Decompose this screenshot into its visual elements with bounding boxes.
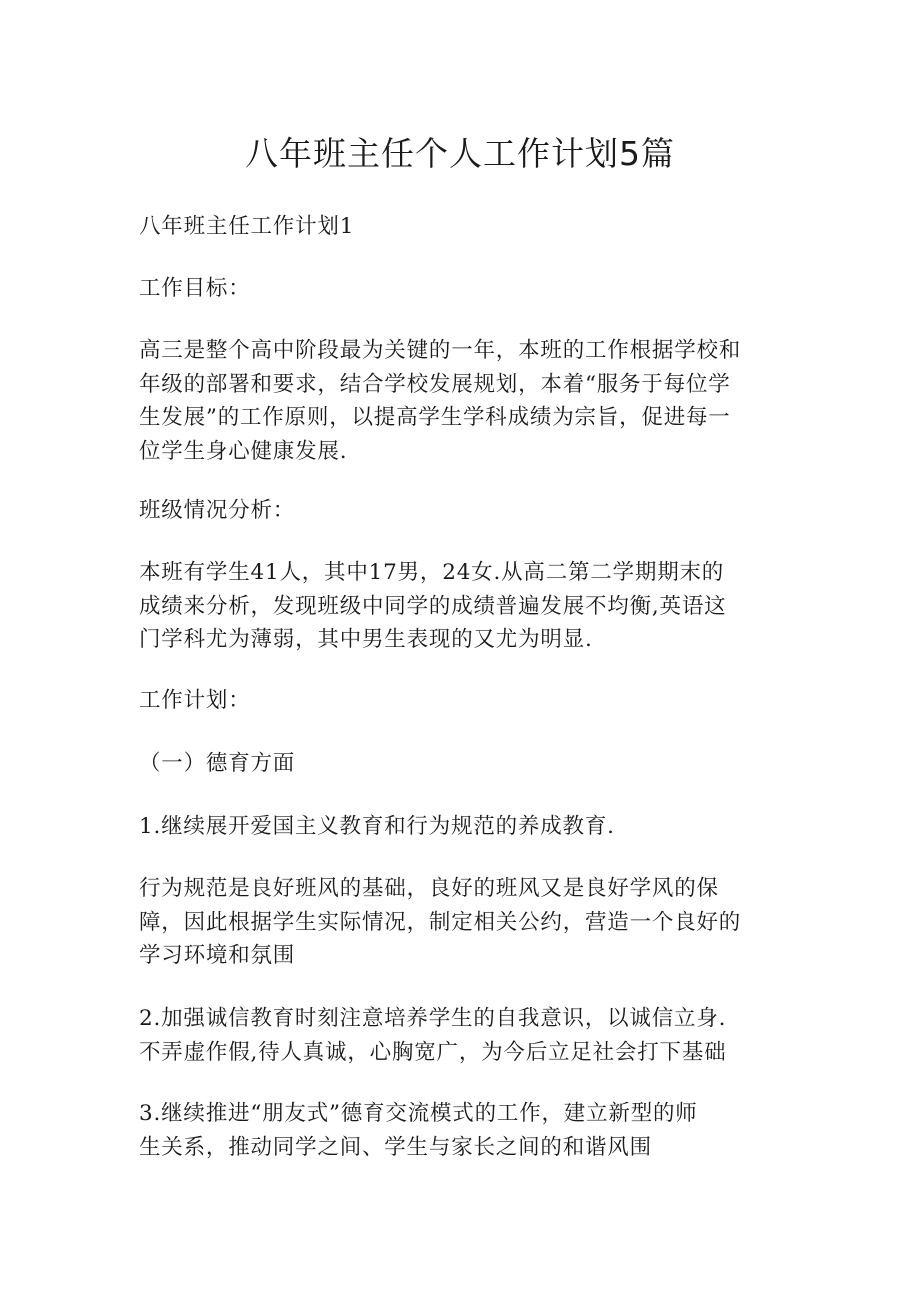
goal-line: 高三是整个高中阶段最为关键的一年，本班的工作根据学校和 bbox=[139, 338, 742, 363]
item2-line: 不弄虚作假,待人真诚，心胸宽广，为今后立足社会打下基础 bbox=[139, 1039, 727, 1065]
goal-line: 年级的部署和要求，结合学校发展规划，本着“服务于每位学 bbox=[139, 371, 731, 397]
goal-line: 生发展”的工作原则，以提高学生学科成绩为宗旨，促进每一 bbox=[139, 405, 731, 430]
item1-paragraph bbox=[139, 872, 779, 973]
item1-line: 行为规范是良好班风的基础，良好的班风又是良好学风的保 bbox=[139, 876, 719, 901]
item3-line: 3.继续推进“朋友式”德育交流模式的工作，建立新型的师 bbox=[139, 1101, 698, 1126]
item3-line: 生关系，推动同学之间、学生与家长之间的和谐风围 bbox=[139, 1134, 652, 1160]
analysis-paragraph bbox=[139, 556, 779, 657]
analysis-line: 门学科尤为薄弱，其中男生表现的又尤为明显. bbox=[139, 627, 593, 652]
analysis-line: 成绩来分析，发现班级中同学的成绩普遍发展不均衡,英语这 bbox=[139, 593, 727, 619]
goal-heading: 工作目标： bbox=[139, 276, 251, 301]
plan-heading: 工作计划： bbox=[139, 688, 251, 713]
item1-heading: 1.继续展开爱国主义教育和行为规范的养成教育. bbox=[139, 814, 615, 839]
item2-paragraph bbox=[139, 1002, 779, 1069]
item2-line: 2.加强诚信教育时刻注意培养学生的自我意识，以诚信立身. bbox=[139, 1006, 727, 1031]
item3-paragraph bbox=[139, 1097, 779, 1164]
document-title: 八年班主任个人工作计划5篇 bbox=[245, 134, 675, 173]
analysis-line: 本班有学生41人，其中17男，24女.从高二第二学期期末的 bbox=[139, 560, 725, 585]
goal-line: 位学生身心健康发展. bbox=[139, 438, 348, 464]
section-heading: 八年班主任工作计划1 bbox=[139, 214, 355, 239]
analysis-heading: 班级情况分析： bbox=[139, 498, 296, 523]
item1-line: 学习环境和氛围 bbox=[139, 943, 296, 968]
moral-education-heading: （一）德育方面 bbox=[139, 751, 296, 776]
item1-line: 障，因此根据学生实际情况，制定相关公约，营造一个良好的 bbox=[139, 909, 742, 935]
goal-paragraph bbox=[139, 334, 779, 468]
